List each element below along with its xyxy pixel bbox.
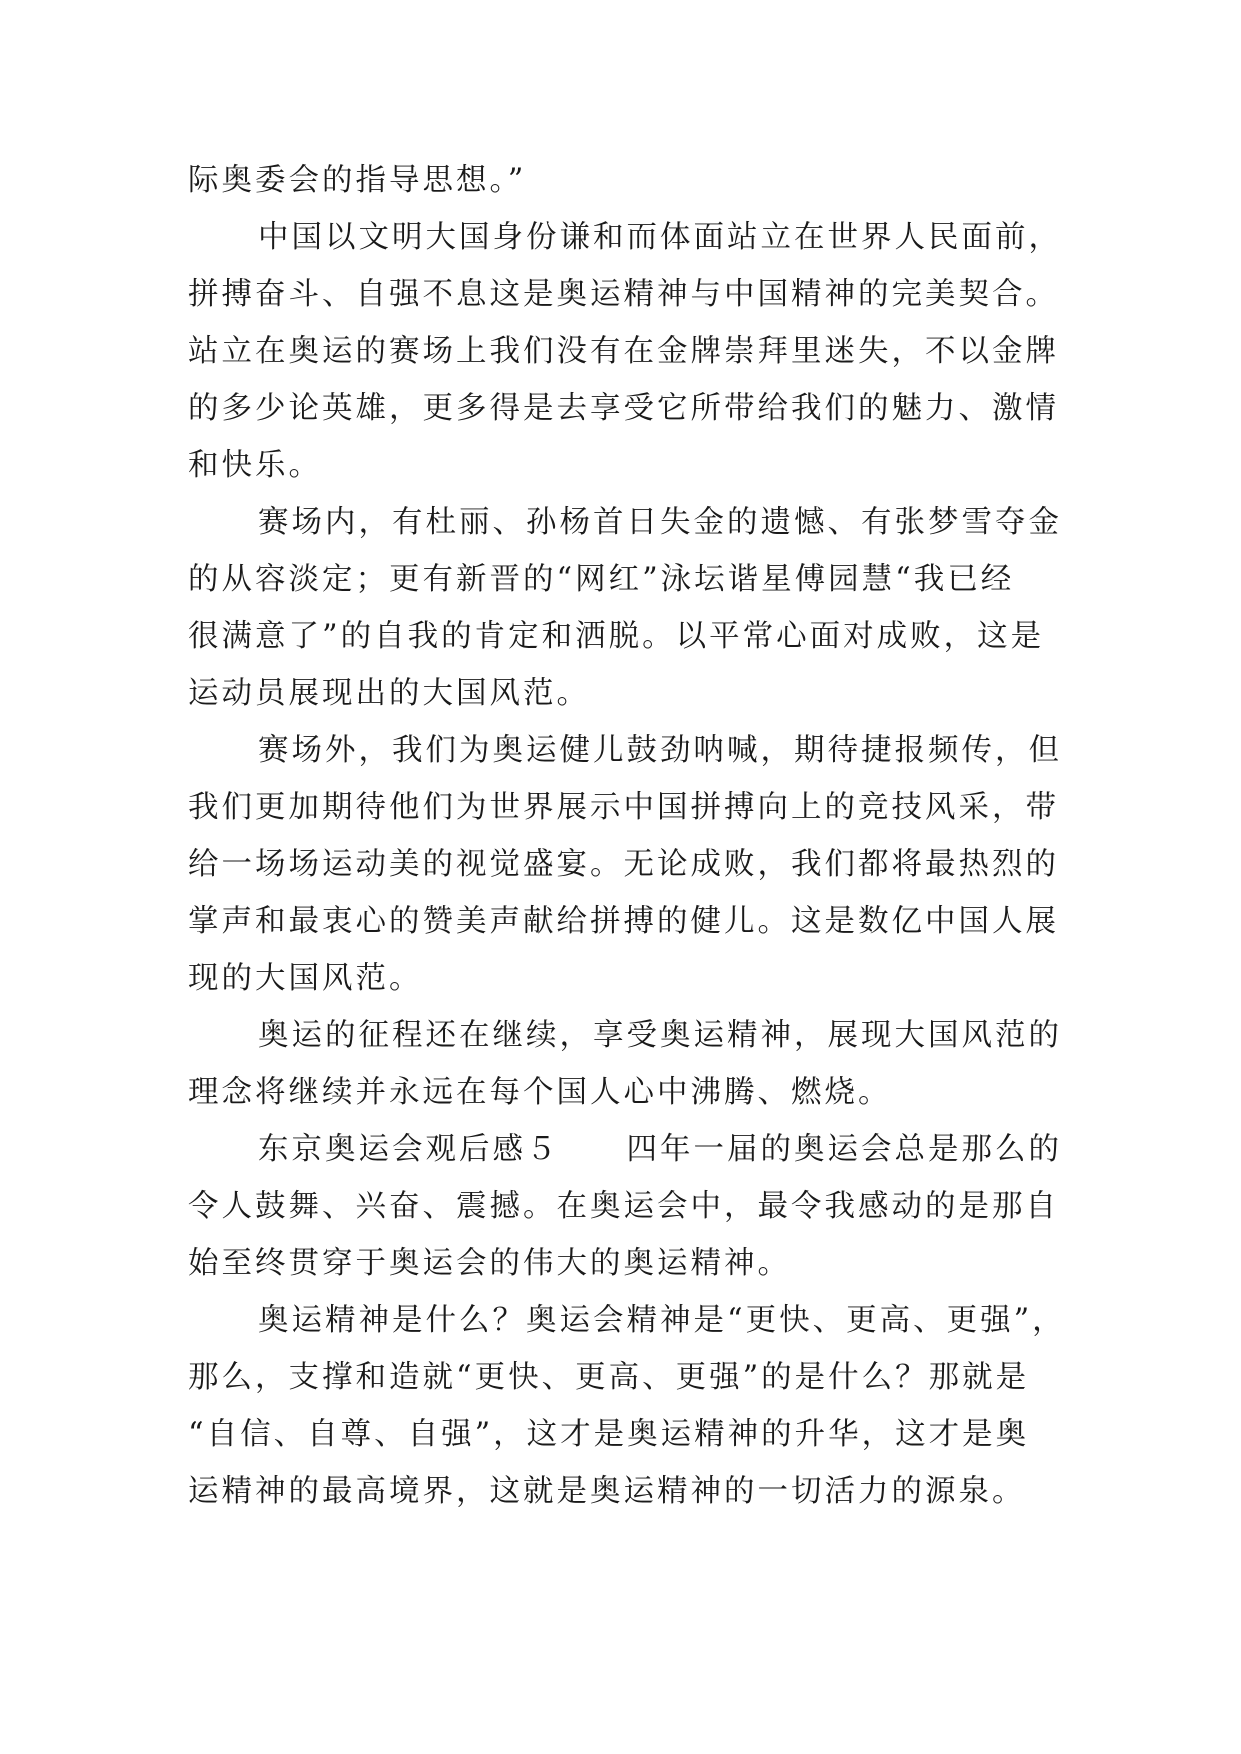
text-line: 奥运精神是什么？奥运会精神是“更快、更高、更强”， xyxy=(258,1303,1066,1338)
text-line: 赛场内，有杜丽、孙杨首日失金的遗憾、有张梦雪夺金 xyxy=(258,505,1062,540)
text-line: 和快乐。 xyxy=(188,448,322,483)
text-line: 现的大国风范。 xyxy=(188,961,423,996)
text-line: 那么，支撑和造就“更快、更高、更强”的是什么？那就是 xyxy=(188,1360,1030,1395)
text-line: 掌声和最衷心的赞美声献给拼搏的健儿。这是数亿中国人展 xyxy=(188,904,1059,939)
text-line: 的多少论英雄，更多得是去享受它所带给我们的魅力、激情 xyxy=(188,391,1059,426)
text-line: 东京奥运会观后感５ 四年一届的奥运会总是那么的 xyxy=(258,1132,1062,1167)
text-line: 我们更加期待他们为世界展示中国拼搏向上的竞技风采，带 xyxy=(188,790,1059,825)
text-line: 站立在奥运的赛场上我们没有在金牌崇拜里迷失，不以金牌 xyxy=(188,334,1059,369)
text-line: 很满意了”的自我的肯定和洒脱。以平常心面对成败，这是 xyxy=(188,619,1045,654)
text-line: 始至终贯穿于奥运会的伟大的奥运精神。 xyxy=(188,1246,791,1281)
text-line: 际奥委会的指导思想。” xyxy=(188,163,527,198)
text-line: “自信、自尊、自强”，这才是奥运精神的升华，这才是奥 xyxy=(188,1417,1030,1452)
text-line: 令人鼓舞、兴奋、震撼。在奥运会中，最令我感动的是那自 xyxy=(188,1189,1059,1224)
text-line: 给一场场运动美的视觉盛宴。无论成败，我们都将最热烈的 xyxy=(188,847,1059,882)
document-body xyxy=(188,152,1066,1520)
text-line: 拼搏奋斗、自强不息这是奥运精神与中国精神的完美契合。 xyxy=(188,277,1059,312)
text-line: 的从容淡定；更有新晋的“网红”泳坛谐星傅园慧“我已经 xyxy=(188,562,1015,597)
text-line: 运精神的最高境界，这就是奥运精神的一切活力的源泉。 xyxy=(188,1474,1026,1509)
text-line: 奥运的征程还在继续，享受奥运精神，展现大国风范的 xyxy=(258,1018,1062,1053)
text-line: 运动员展现出的大国风范。 xyxy=(188,676,590,711)
text-line: 理念将继续并永远在每个国人心中沸腾、燃烧。 xyxy=(188,1075,892,1110)
text-line: 中国以文明大国身份谦和而体面站立在世界人民面前， xyxy=(258,220,1062,255)
text-line: 赛场外，我们为奥运健儿鼓劲呐喊，期待捷报频传，但 xyxy=(258,733,1062,768)
